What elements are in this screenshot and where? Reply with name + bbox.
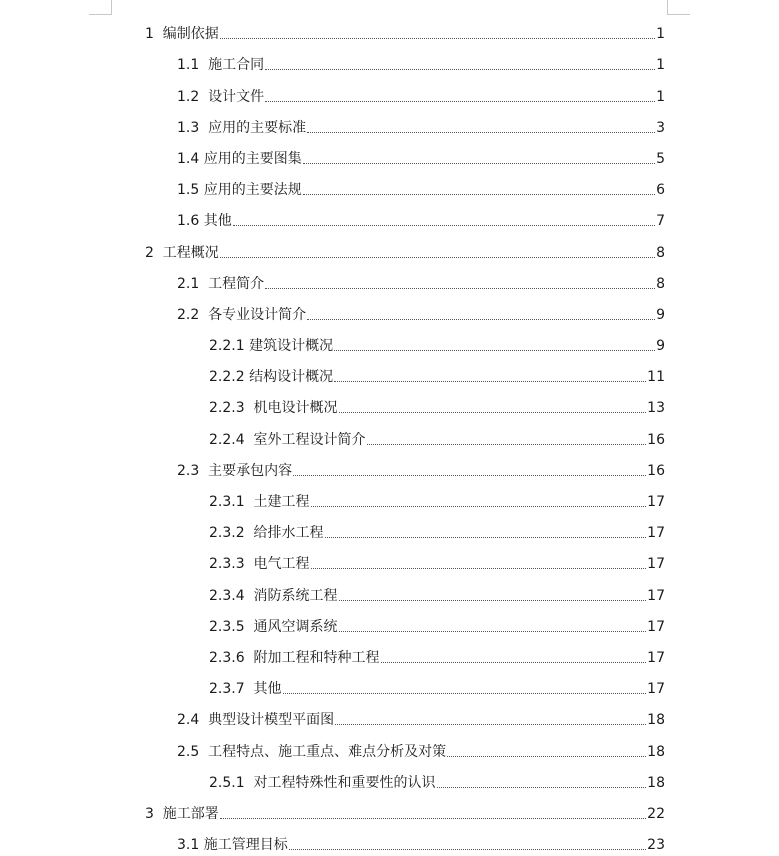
toc-entry[interactable] bbox=[0, 295, 779, 326]
toc-dot-leader bbox=[233, 225, 655, 226]
toc-dot-leader bbox=[303, 194, 655, 195]
toc-entry[interactable] bbox=[0, 794, 779, 825]
toc-page-number: 18 bbox=[647, 774, 665, 791]
toc-page-number: 17 bbox=[647, 681, 665, 698]
toc-dot-leader bbox=[339, 412, 647, 413]
toc-entry-title: 2.3.4 消防系统工程 bbox=[209, 587, 338, 604]
toc-entry[interactable] bbox=[0, 700, 779, 731]
toc-page-number: 22 bbox=[647, 805, 665, 822]
toc-entry-title: 1.1 施工合同 bbox=[177, 57, 265, 74]
toc-page-number: 5 bbox=[656, 150, 665, 167]
toc-dot-leader bbox=[339, 600, 647, 601]
toc-page-number: 17 bbox=[647, 649, 665, 666]
toc-page-number: 6 bbox=[656, 182, 665, 199]
toc-entry-title: 2.5 工程特点、施工重点、难点分析及对策 bbox=[177, 743, 447, 760]
toc-entry-title: 2.4 典型设计模型平面图 bbox=[177, 712, 335, 729]
toc-page-number: 3 bbox=[656, 119, 665, 136]
toc-entry-title: 1.5 应用的主要法规 bbox=[177, 182, 302, 199]
toc-page-number: 11 bbox=[647, 369, 665, 386]
toc-entry-title: 2.3 主要承包内容 bbox=[177, 462, 293, 479]
toc-entry-title: 2.1 工程简介 bbox=[177, 275, 265, 292]
toc-dot-leader bbox=[334, 381, 646, 382]
toc-page-number: 16 bbox=[647, 462, 665, 479]
toc-entry-title: 2.3.7 其他 bbox=[209, 681, 282, 698]
toc-page-number: 9 bbox=[656, 338, 665, 355]
toc-entry[interactable] bbox=[0, 513, 779, 544]
toc-entry-title: 3 施工部署 bbox=[145, 805, 219, 822]
toc-entry[interactable] bbox=[0, 731, 779, 762]
toc-dot-leader bbox=[339, 631, 647, 632]
toc-dot-leader bbox=[367, 444, 647, 445]
toc-entry-title: 2.2 各专业设计简介 bbox=[177, 306, 307, 323]
toc-dot-leader bbox=[325, 537, 647, 538]
toc-dot-leader bbox=[437, 787, 647, 788]
toc-page-number: 1 bbox=[656, 57, 665, 74]
toc-entry[interactable] bbox=[0, 264, 779, 295]
toc-page-number: 17 bbox=[647, 556, 665, 573]
toc-entry-title: 2.3.5 通风空调系统 bbox=[209, 618, 338, 635]
toc-entry-title: 2.3.1 土建工程 bbox=[209, 494, 310, 510]
toc-entry[interactable] bbox=[0, 825, 779, 856]
toc-page-number: 1 bbox=[656, 88, 665, 105]
toc-page-number: 17 bbox=[647, 525, 665, 542]
toc-entry-title: 2.3.6 附加工程和特种工程 bbox=[209, 649, 380, 666]
toc-dot-leader bbox=[311, 506, 647, 507]
toc-entry-title: 1.2 设计文件 bbox=[177, 88, 265, 105]
toc-entry[interactable] bbox=[0, 419, 779, 450]
toc-dot-leader bbox=[220, 257, 655, 258]
toc-dot-leader bbox=[303, 163, 655, 164]
toc-entry[interactable] bbox=[0, 607, 779, 638]
toc-page-number: 8 bbox=[656, 244, 665, 261]
toc-entry[interactable] bbox=[0, 451, 779, 482]
toc-dot-leader bbox=[307, 319, 655, 320]
page-corner-mark-left bbox=[89, 0, 112, 15]
toc-entry-title: 1.3 应用的主要标准 bbox=[177, 119, 307, 136]
toc-page-number: 13 bbox=[647, 400, 665, 417]
toc-entry[interactable] bbox=[0, 76, 779, 107]
toc-entry-title: 1.6 其他 bbox=[177, 213, 232, 230]
toc-dot-leader bbox=[220, 818, 646, 819]
toc-entry[interactable] bbox=[0, 139, 779, 170]
toc-entry[interactable] bbox=[0, 170, 779, 201]
toc-page-number: 18 bbox=[647, 712, 665, 729]
table-of-contents bbox=[0, 14, 779, 856]
toc-entry-title: 2.5.1 对工程特殊性和重要性的认识 bbox=[209, 774, 436, 791]
toc-entry[interactable] bbox=[0, 201, 779, 232]
toc-dot-leader bbox=[265, 101, 655, 102]
toc-dot-leader bbox=[293, 475, 646, 476]
toc-entry-title: 2.3.2 给排水工程 bbox=[209, 525, 324, 542]
toc-dot-leader bbox=[265, 288, 655, 289]
toc-dot-leader bbox=[311, 568, 647, 569]
toc-entry[interactable] bbox=[0, 763, 779, 794]
toc-entry[interactable] bbox=[0, 108, 779, 139]
toc-entry-title: 2.2.1 建筑设计概况 bbox=[209, 338, 334, 355]
toc-page-number: 9 bbox=[656, 306, 665, 323]
toc-page-number: 8 bbox=[656, 275, 665, 292]
toc-dot-leader bbox=[307, 132, 655, 133]
toc-entry-title: 2.2.3 机电设计概况 bbox=[209, 400, 338, 417]
toc-dot-leader bbox=[220, 38, 655, 39]
toc-entry[interactable] bbox=[0, 638, 779, 669]
toc-page-number: 23 bbox=[647, 837, 665, 854]
toc-entry-title: 2.2.2 结构设计概况 bbox=[209, 369, 334, 386]
toc-page-number: 16 bbox=[647, 431, 665, 448]
toc-entry[interactable] bbox=[0, 669, 779, 700]
toc-page-number: 17 bbox=[647, 494, 665, 510]
toc-entry[interactable] bbox=[0, 544, 779, 575]
toc-entry-title: 1.4 应用的主要图集 bbox=[177, 150, 302, 167]
toc-entry[interactable] bbox=[0, 232, 779, 263]
toc-entry-title: 1 编制依据 bbox=[145, 26, 219, 43]
toc-page-number: 1 bbox=[656, 26, 665, 43]
toc-entry-title: 3.1 施工管理目标 bbox=[177, 837, 288, 854]
toc-dot-leader bbox=[447, 756, 646, 757]
toc-entry-title: 2.3.3 电气工程 bbox=[209, 556, 310, 573]
toc-entry-title: 2 工程概况 bbox=[145, 244, 219, 261]
toc-dot-leader bbox=[381, 662, 647, 663]
toc-entry[interactable] bbox=[0, 45, 779, 76]
toc-entry[interactable] bbox=[0, 14, 779, 45]
toc-page-number: 7 bbox=[656, 213, 665, 230]
toc-dot-leader bbox=[265, 69, 655, 70]
toc-entry[interactable] bbox=[0, 326, 779, 357]
toc-page-number: 17 bbox=[647, 587, 665, 604]
toc-page-number: 17 bbox=[647, 618, 665, 635]
toc-dot-leader bbox=[334, 350, 655, 351]
toc-entry[interactable] bbox=[0, 482, 779, 513]
page-corner-mark-right bbox=[667, 0, 690, 15]
toc-page-number: 18 bbox=[647, 743, 665, 760]
toc-dot-leader bbox=[335, 724, 646, 725]
toc-entry[interactable] bbox=[0, 357, 779, 388]
toc-dot-leader bbox=[283, 693, 647, 694]
toc-entry[interactable] bbox=[0, 575, 779, 606]
toc-entry-title: 2.2.4 室外工程设计简介 bbox=[209, 431, 366, 448]
toc-entry[interactable] bbox=[0, 388, 779, 419]
